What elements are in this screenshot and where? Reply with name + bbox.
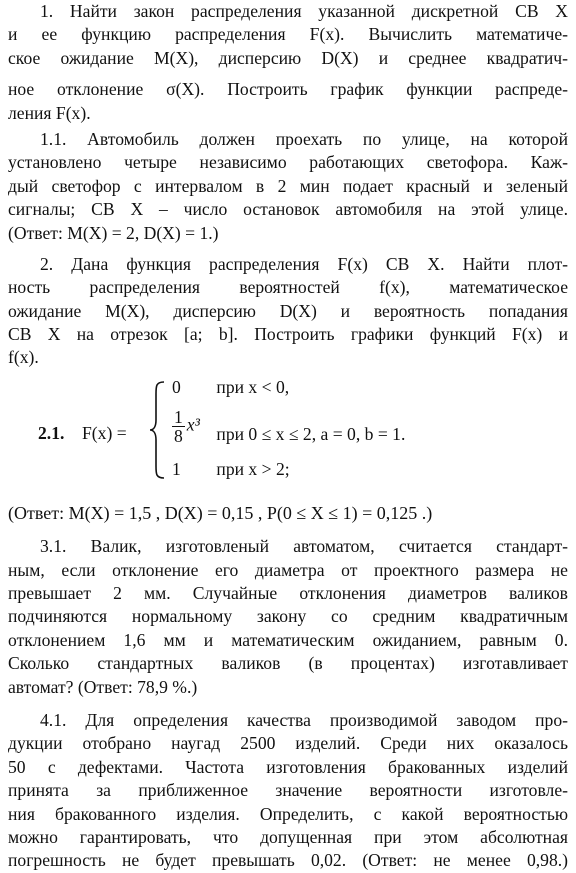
- task-4-1: [8, 709, 568, 873]
- textbook-page: [8, 0, 568, 873]
- task-4-1-line-5: ния бракованного изделия. Определить, с какой вероятностью: [8, 803, 568, 824]
- task-1-1-line-3: дый светофор с интервалом в 2 мин подает красный и зеленый: [8, 175, 568, 196]
- task-2: [8, 253, 568, 370]
- left-brace-icon: [148, 380, 168, 480]
- task-2-line-2: ность распределения вероятностей f(x), математическое: [8, 277, 568, 298]
- task-4-1-line-7: погрешность не будет превышать 0,02. (Ответ: не менее 0,98.): [8, 850, 568, 871]
- task-3-1-line-4: подчиняются нормальному закону со средним квадратичным: [8, 606, 568, 627]
- task-1-line-1: 1. Найти закон распределения указанной дискретной СВ X: [40, 1, 568, 21]
- task-3-1-line-5: отклонением 1,6 мм и математическим ожиданием, равным 0.: [8, 629, 568, 650]
- row-2-power: x³: [186, 414, 200, 435]
- task-1-1-line-1: 1.1. Автомобиль должен проехать по улице, на которой: [40, 128, 568, 149]
- task-4-1-line-2: дукции отобрано наугад 2500 изделий. Среди них оказалось: [8, 733, 568, 754]
- fraction-denominator: 8: [174, 425, 183, 446]
- row-1-value: 0: [172, 376, 181, 397]
- task-3-1-line-1: 3.1. Валик, изготовленый автоматом, считается стандарт-: [40, 536, 568, 557]
- task-1-line-3: ское ожидание M(X), дисперсию D(X) и среднее квадратич-: [8, 47, 568, 68]
- task-3-1-line-2: ным, если отклонение его диаметра от проектного размера не: [8, 559, 568, 580]
- task-1-line-4: ное отклонение σ(X). Построить график функции распреде-: [8, 79, 568, 100]
- task-2-answer: (Ответ: M(X) = 1,5 , D(X) = 0,15 , P(0 ≤ X ≤ 1) = 0,125 .): [8, 502, 433, 523]
- task-1-1-answer: (Ответ: M(X) = 2, D(X) = 1.): [8, 222, 219, 243]
- task-1-1: [8, 128, 568, 245]
- task-4-1-line-3: 50 с дефектами. Частота изготовления бракованных изделий: [8, 756, 568, 777]
- fraction-numerator: 1: [174, 406, 183, 427]
- row-3-value: 1: [172, 458, 181, 479]
- row-2-condition: при 0 ≤ x ≤ 2, a = 0, b = 1.: [216, 424, 406, 445]
- task-3-1-answer: автомат? (Ответ: 78,9 %.): [8, 676, 198, 697]
- formula-row-2: [172, 408, 405, 445]
- task-4-1-line-1: 4.1. Для определения качества производимой заводом про-: [40, 709, 568, 730]
- task-1: [8, 0, 568, 125]
- task-2-line-3: ожидание M(X), дисперсию D(X) и вероятность попадания: [8, 300, 568, 321]
- row-2-value: [172, 408, 212, 445]
- formula-row-1: [172, 376, 289, 399]
- task-1-1-line-4: сигналы; СВ X – число остановок автомобиля на этой улице.: [8, 199, 568, 220]
- task-3-1: [8, 535, 568, 699]
- row-1-condition: при x < 0,: [216, 376, 290, 397]
- task-3-1-line-3: превышает 2 мм. Случайные отклонения диаметров валиков: [8, 583, 568, 604]
- formula-lhs: F(x) =: [82, 422, 127, 443]
- row-3-condition: при x > 2;: [216, 458, 290, 479]
- task-1-1-line-2: установлено четыре независимо работающих светофора. Каж-: [8, 152, 568, 173]
- task-4-1-line-6: можно гарантировать, что допущенная при этом абсолютная: [8, 826, 568, 847]
- task-2-line-1: 2. Дана функция распределения F(x) СВ X. Найти плот-: [40, 253, 568, 274]
- task-2-line-4: СВ X на отрезок [a; b]. Построить графики функций F(x) и: [8, 324, 568, 345]
- formula-2-1: [8, 376, 568, 490]
- fraction: [172, 408, 185, 445]
- task-4-1-line-4: принята за приближенное значение вероятности изготовле-: [8, 780, 568, 801]
- task-1-line-2: и ее функцию распределения F(x). Вычислить математиче-: [8, 24, 568, 45]
- task-2-line-5: f(x).: [8, 347, 39, 368]
- formula-row-3: [172, 458, 290, 481]
- task-3-1-line-6: Сколько стандартных валиков (в процентах) изготавливает: [8, 653, 568, 674]
- task-1-line-5: ления F(x).: [8, 102, 91, 123]
- formula-label: 2.1.: [38, 422, 65, 443]
